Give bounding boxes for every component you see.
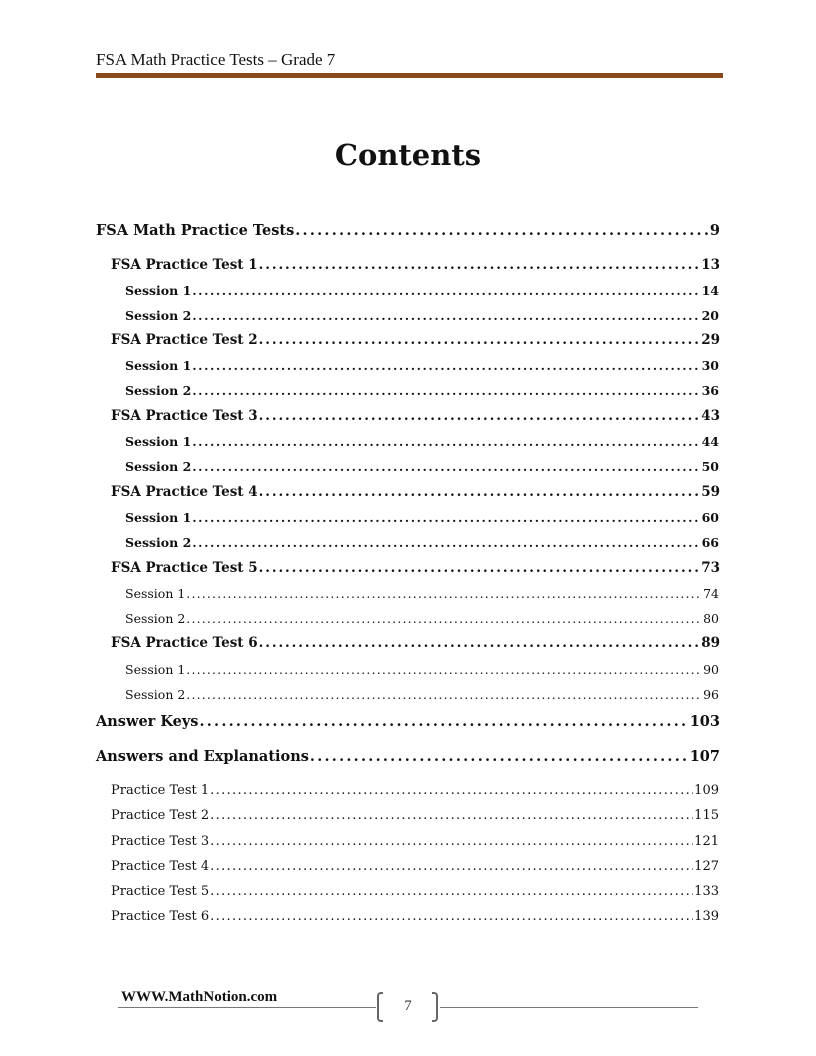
dot-leader — [192, 535, 700, 550]
dot-leader — [210, 909, 693, 924]
toc-entry-practice-test-4[interactable] — [111, 859, 719, 874]
toc-entry-page: 115 — [694, 808, 719, 823]
toc-entry-test-6-session-1[interactable] — [125, 662, 719, 677]
toc-entry-label: Session 1 — [125, 662, 186, 677]
toc-entry-practice-test-6[interactable] — [111, 909, 719, 924]
toc-entry-label: Session 2 — [125, 687, 186, 702]
toc-entry-label: FSA Practice Test 6 — [111, 635, 258, 651]
footer-website[interactable]: WWW.MathNotion.com — [121, 989, 278, 1005]
toc-entry-label: Practice Test 1 — [111, 783, 210, 798]
footer-rule-right — [440, 1007, 698, 1008]
dot-leader — [310, 748, 689, 765]
dot-leader — [210, 783, 693, 798]
toc-entry-label: Session 2 — [125, 383, 192, 398]
toc-entry-page: 44 — [701, 434, 719, 449]
toc-entry-page: 50 — [701, 459, 719, 474]
toc-entry-label: Session 2 — [125, 459, 192, 474]
toc-entry-label: FSA Math Practice Tests — [96, 222, 295, 239]
toc-entry-page: 133 — [694, 884, 719, 899]
dot-leader — [259, 484, 701, 500]
dot-leader — [192, 434, 700, 449]
dot-leader — [210, 834, 693, 849]
toc-entry-practice-test-3[interactable] — [111, 834, 719, 849]
toc-entry-page: 89 — [701, 635, 720, 651]
page-number: 7 — [404, 998, 412, 1014]
toc-entry-fsa-practice-test-2[interactable] — [111, 332, 720, 348]
toc-entry-label: Session 1 — [125, 358, 192, 373]
dot-leader — [259, 408, 701, 424]
toc-entry-fsa-practice-test-4[interactable] — [111, 484, 720, 500]
toc-entry-test-1-session-2[interactable] — [125, 308, 719, 323]
dot-leader — [295, 222, 709, 239]
toc-entry-fsa-practice-test-6[interactable] — [111, 635, 720, 651]
toc-entry-page: 14 — [701, 283, 719, 298]
toc-entry-page: 36 — [701, 383, 719, 398]
toc-entry-page: 107 — [689, 748, 720, 765]
toc-entry-label: FSA Practice Test 1 — [111, 257, 258, 273]
toc-entry-test-3-session-2[interactable] — [125, 459, 719, 474]
toc-entry-label: Answer Keys — [96, 713, 199, 730]
toc-entry-page: 73 — [701, 560, 720, 576]
toc-entry-label: Session 2 — [125, 535, 192, 550]
dot-leader — [210, 884, 693, 899]
toc-entry-page: 13 — [701, 257, 720, 273]
toc-entry-page: 74 — [703, 586, 719, 601]
dot-leader — [192, 383, 700, 398]
toc-entry-label: Answers and Explanations — [96, 748, 309, 765]
toc-entry-label: FSA Practice Test 3 — [111, 408, 258, 424]
toc-entry-label: Session 2 — [125, 611, 186, 626]
toc-entry-label: Practice Test 3 — [111, 834, 210, 849]
dot-leader — [186, 611, 702, 626]
toc-entry-page: 121 — [694, 834, 719, 849]
toc-entry-practice-test-5[interactable] — [111, 884, 719, 899]
dot-leader — [186, 662, 702, 677]
toc-entry-test-4-session-2[interactable] — [125, 535, 719, 550]
dot-leader — [259, 635, 701, 651]
toc-entry-fsa-math-practice-tests[interactable] — [96, 222, 720, 239]
toc-entry-page: 127 — [694, 859, 719, 874]
dot-leader — [192, 510, 700, 525]
toc-entry-label: Practice Test 4 — [111, 859, 210, 874]
toc-entry-page: 30 — [701, 358, 719, 373]
dot-leader — [259, 257, 701, 273]
toc-entry-test-5-session-1[interactable] — [125, 586, 719, 601]
dot-leader — [186, 687, 702, 702]
toc-entry-answer-keys[interactable] — [96, 713, 720, 730]
header-rule — [96, 73, 723, 78]
toc-entry-page: 60 — [701, 510, 719, 525]
dot-leader — [192, 358, 700, 373]
toc-entry-answers-and-explanations[interactable] — [96, 748, 720, 765]
toc-entry-test-6-session-2[interactable] — [125, 687, 719, 702]
footer-rule-left — [118, 1007, 376, 1008]
toc-entry-label: Session 1 — [125, 586, 186, 601]
dot-leader — [259, 332, 701, 348]
toc-entry-label: Session 1 — [125, 510, 192, 525]
toc-entry-page: 109 — [694, 783, 719, 798]
page-number-bracket-right — [432, 992, 438, 1022]
dot-leader — [259, 560, 701, 576]
toc-entry-label: Practice Test 6 — [111, 909, 210, 924]
toc-entry-fsa-practice-test-1[interactable] — [111, 257, 720, 273]
toc-entry-page: 66 — [701, 535, 719, 550]
toc-entry-test-3-session-1[interactable] — [125, 434, 719, 449]
toc-entry-label: FSA Practice Test 4 — [111, 484, 258, 500]
dot-leader — [192, 459, 700, 474]
page-title: Contents — [334, 138, 482, 172]
toc-entry-practice-test-2[interactable] — [111, 808, 719, 823]
dot-leader — [186, 586, 702, 601]
toc-entry-fsa-practice-test-3[interactable] — [111, 408, 720, 424]
toc-entry-label: Session 1 — [125, 283, 192, 298]
toc-entry-practice-test-1[interactable] — [111, 783, 719, 798]
toc-entry-label: FSA Practice Test 2 — [111, 332, 258, 348]
running-header-title: FSA Math Practice Tests – Grade 7 — [96, 50, 336, 69]
dot-leader — [210, 808, 693, 823]
toc-entry-test-5-session-2[interactable] — [125, 611, 719, 626]
toc-entry-page: 96 — [703, 687, 719, 702]
toc-entry-page: 90 — [703, 662, 719, 677]
dot-leader — [192, 308, 700, 323]
toc-entry-test-1-session-1[interactable] — [125, 283, 719, 298]
toc-entry-page: 103 — [689, 713, 720, 730]
toc-entry-label: Session 2 — [125, 308, 192, 323]
dot-leader — [199, 713, 688, 730]
toc-entry-label: Practice Test 2 — [111, 808, 210, 823]
toc-entry-page: 29 — [701, 332, 720, 348]
toc-entry-page: 9 — [709, 222, 720, 239]
toc-entry-test-2-session-1[interactable] — [125, 358, 719, 373]
toc-entry-page: 139 — [694, 909, 719, 924]
toc-entry-label: FSA Practice Test 5 — [111, 560, 258, 576]
dot-leader — [210, 859, 693, 874]
toc-entry-test-4-session-1[interactable] — [125, 510, 719, 525]
toc-entry-label: Session 1 — [125, 434, 192, 449]
page-number-bracket-left — [377, 992, 383, 1022]
toc-entry-fsa-practice-test-5[interactable] — [111, 560, 720, 576]
toc-entry-page: 43 — [701, 408, 720, 424]
toc-entry-test-2-session-2[interactable] — [125, 383, 719, 398]
toc-entry-page: 80 — [703, 611, 719, 626]
dot-leader — [192, 283, 700, 298]
toc-entry-label: Practice Test 5 — [111, 884, 210, 899]
toc-entry-page: 59 — [701, 484, 720, 500]
toc-entry-page: 20 — [701, 308, 719, 323]
